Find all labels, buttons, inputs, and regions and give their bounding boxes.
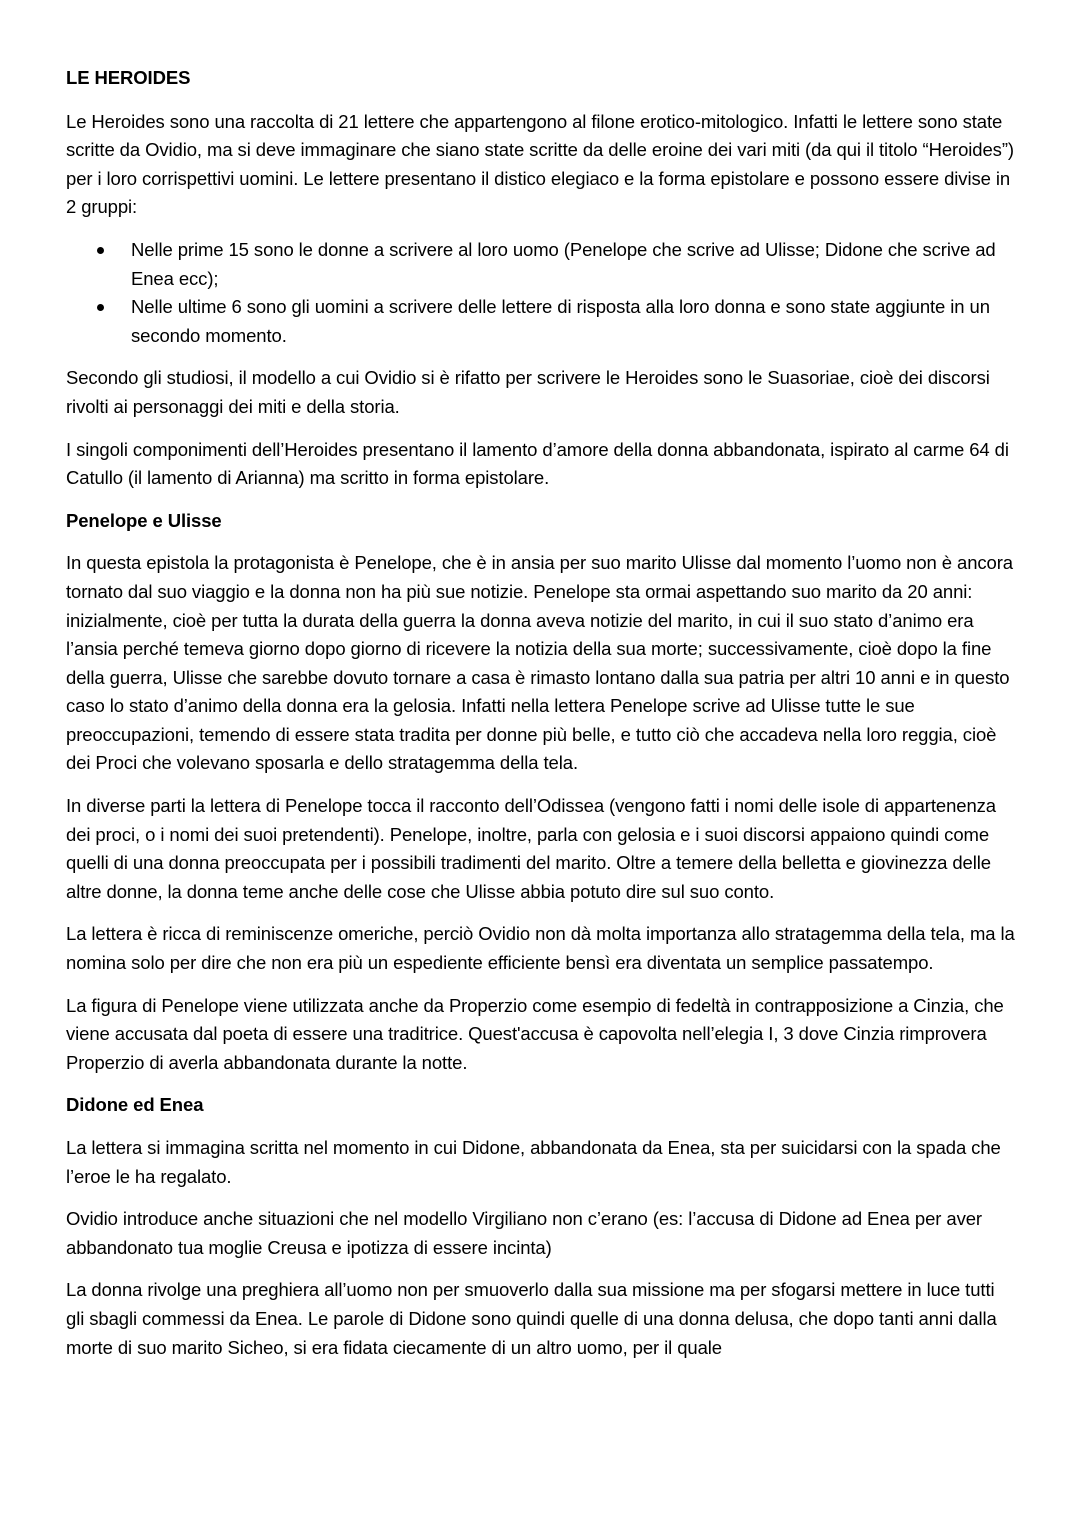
lamento-paragraph: I singoli componimenti dell’Heroides presentano il lamento d’amore della donna abbandonata, ispirato al carme 64 di Catullo (il lamento di Arianna) ma scritto in forma epistolare. — [66, 438, 1009, 489]
list-item — [66, 236, 1016, 293]
didone-paragraph: Ovidio introduce anche situazioni che nel modello Virgiliano non c’erano (es: l’accusa di Didone ad Enea per aver abbandonato tua moglie Creusa e ipotizza di essere incinta) — [66, 1208, 982, 1258]
section-heading-penelope: Penelope e Ulisse — [66, 509, 222, 531]
penelope-paragraph: La figura di Penelope viene utilizzata anche da Properzio come esempio di fedeltà in contrapposizione a Cinzia, che viene accusata dal poeta di essere una traditrice. Quest'accusa è capovolta nell’elegia I, 3 dove Cinzia rimprovera Properzio di averla abbandonata durante la notte. — [66, 994, 1004, 1073]
list-item-text: Nelle prime 15 sono le donne a scrivere al loro uomo (Penelope che scrive ad Ulisse; Didone che scrive ad Enea ecc); — [131, 238, 996, 289]
list-item-text: Nelle ultime 6 sono gli uomini a scrivere delle lettere di risposta alla loro donna e sono state aggiunte in un secondo momento. — [131, 296, 990, 346]
intro-paragraph: Le Heroides sono una raccolta di 21 lettere che appartengono al filone erotico-mitologico. Infatti le lettere sono state scritte da Ovidio, ma si deve immaginare che siano state scritte da delle eroine dei vari miti (da qui il titolo “Heroides”) per i loro corrispettivi uomini. Le lettere presentano il distico elegiaco e la forma epistolare e possono essere divise in 2 gruppi: — [66, 110, 1014, 218]
section-heading-didone: Didone ed Enea — [66, 1094, 204, 1116]
document-page — [66, 64, 1016, 1376]
penelope-paragraph: In diverse parti la lettera di Penelope tocca il racconto dell’Odissea (vengono fatti i nomi delle isole di appartenenza dei proci, o i nomi dei suoi pretendenti). Penelope, inoltre, parla con gelosia e i suoi discorsi appaiono quindi come quelli di una donna preoccupata per i possibili tradimenti del marito. Oltre a temere della belletta e giovinezza delle altre donne, la donna teme anche delle cose che Ulisse abbia potuto dire sul suo conto. — [66, 795, 996, 902]
didone-paragraph: La lettera si immagina scritta nel momento in cui Didone, abbandonata da Enea, sta per suicidarsi con la spada che l’eroe le ha regalato. — [66, 1137, 1001, 1187]
penelope-paragraph: In questa epistola la protagonista è Penelope, che è in ansia per suo marito Ulisse dal momento l’uomo non è ancora tornato dal suo viaggio e la donna non ha più sue notizie. Penelope sta ormai aspettando suo marito da 20 anni: inizialmente, cioè per tutta la durata della guerra la donna aveva notizie del marito, in cui il suo stato d’animo era l’ansia perché temeva giorno dopo giorno di ricevere la notizia della sua morte; successivamente, cioè dopo la fine della guerra, Ulisse che sarebbe dovuto tornare a casa è rimasto lontano dalla sua patria per altri 10 anni e in questo caso lo stato d’animo della donna era la gelosia. Infatti nella lettera Penelope scrive ad Ulisse tutte le sue preoccupazioni, temendo di essere stata tradita per donne più belle, e tutto ciò che accadeva nella loro reggia, cioè dei Proci che volevano sposarla e dello stratagemma della tela. — [66, 552, 1013, 774]
list-item — [66, 293, 1016, 350]
penelope-paragraph: La lettera è ricca di reminiscenze omeriche, perciò Ovidio non dà molta importanza allo stratagemma della tela, ma la nomina solo per dire che non era più un espediente efficiente bensì era diventata un semplice passatempo. — [66, 923, 1015, 974]
suasoriae-paragraph: Secondo gli studiosi, il modello a cui Ovidio si è rifatto per scrivere le Heroides sono le Suasoriae, cioè dei discorsi rivolti ai personaggi dei miti e della storia. — [66, 367, 990, 417]
didone-paragraph: La donna rivolge una preghiera all’uomo non per smuoverlo dalla sua missione ma per sfogarsi mettere in luce tutti gli sbagli commessi da Enea. Le parole di Didone sono quindi quelle di una donna delusa, che dopo tanti anni dalla morte di suo marito Sicheo, si era fidata ciecamente di un altro uomo, per il quale — [66, 1279, 997, 1358]
bullet-icon — [97, 247, 104, 254]
document-title: LE HEROIDES — [66, 67, 191, 88]
bullet-icon — [97, 304, 104, 311]
groups-list — [66, 236, 1016, 350]
